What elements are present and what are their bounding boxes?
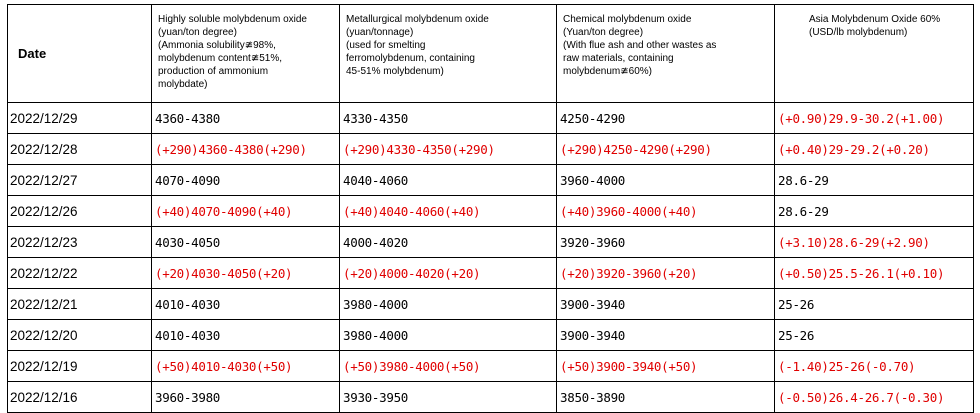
header-line: raw materials, containing: [563, 53, 674, 64]
header-line: (USD/lb molybdenum): [809, 27, 908, 38]
price-cell: (+0.40)29-29.2(+0.20): [775, 134, 974, 165]
molybdenum-oxide-price-table: [7, 4, 974, 413]
price-cell: (+20)4030-4050(+20): [152, 258, 340, 289]
price-cell: 4030-4050: [152, 227, 340, 258]
price-cell: (+3.10)28.6-29(+2.90): [775, 227, 974, 258]
price-cell: 28.6-29: [775, 196, 974, 227]
price-cell: 25-26: [775, 289, 974, 320]
asia-molybdenum-oxide-header: [775, 5, 974, 103]
price-cell: 3930-3950: [340, 382, 557, 413]
price-cell: 3960-4000: [557, 165, 775, 196]
metallurgical-molybdenum-oxide-header: [340, 5, 557, 103]
price-cell: 25-26: [775, 320, 974, 351]
table-row: [8, 320, 974, 351]
price-cell: 3980-4000: [340, 320, 557, 351]
price-cell: 4330-4350: [340, 103, 557, 134]
price-cell: 4010-4030: [152, 320, 340, 351]
highly-soluble-molybdenum-oxide-header: [152, 5, 340, 103]
price-cell: (+40)4070-4090(+40): [152, 196, 340, 227]
price-cell: 3900-3940: [557, 320, 775, 351]
price-cell: (-0.50)26.4-26.7(-0.30): [775, 382, 974, 413]
price-cell: (+290)4330-4350(+290): [340, 134, 557, 165]
table-row: [8, 196, 974, 227]
table-row: [8, 351, 974, 382]
date-cell: 2022/12/16: [8, 382, 152, 413]
header-line: 45-51% molybdenum): [346, 66, 444, 77]
price-cell: (+40)4040-4060(+40): [340, 196, 557, 227]
table-row: [8, 134, 974, 165]
header-line: (Ammonia solubility≇98%,: [158, 40, 276, 51]
price-cell: (+50)3900-3940(+50): [557, 351, 775, 382]
date-cell: 2022/12/29: [8, 103, 152, 134]
price-cell: 4010-4030: [152, 289, 340, 320]
price-cell: 3850-3890: [557, 382, 775, 413]
chemical-molybdenum-oxide-header: [557, 5, 775, 103]
date-cell: 2022/12/23: [8, 227, 152, 258]
date-cell: 2022/12/28: [8, 134, 152, 165]
date-cell: 2022/12/26: [8, 196, 152, 227]
date-cell: 2022/12/19: [8, 351, 152, 382]
price-cell: (+40)3960-4000(+40): [557, 196, 775, 227]
header-line: (Yuan/ton degree): [563, 27, 644, 38]
header-line: Highly soluble molybdenum oxide: [158, 14, 307, 25]
table-row: [8, 289, 974, 320]
header-line: Metallurgical molybdenum oxide: [346, 14, 489, 25]
price-cell: 28.6-29: [775, 165, 974, 196]
price-cell: 4070-4090: [152, 165, 340, 196]
header-line: (yuan/ton degree): [158, 27, 237, 38]
price-cell: 3900-3940: [557, 289, 775, 320]
price-cell: (+50)3980-4000(+50): [340, 351, 557, 382]
price-cell: (+290)4250-4290(+290): [557, 134, 775, 165]
price-cell: (+0.90)29.9-30.2(+1.00): [775, 103, 974, 134]
table-row: [8, 227, 974, 258]
price-cell: (+20)3920-3960(+20): [557, 258, 775, 289]
header-line: (With flue ash and other wastes as: [563, 40, 717, 51]
header-line: Asia Molybdenum Oxide 60%: [809, 14, 941, 25]
header-row: [8, 5, 974, 103]
price-cell: (+0.50)25.5-26.1(+0.10): [775, 258, 974, 289]
table-row: [8, 258, 974, 289]
price-cell: (-1.40)25-26(-0.70): [775, 351, 974, 382]
price-cell: 3980-4000: [340, 289, 557, 320]
header-line: molybdenum content≇51%,: [158, 53, 283, 64]
price-cell: 4360-4380: [152, 103, 340, 134]
header-line: (yuan/tonnage): [346, 27, 414, 38]
price-cell: (+50)4010-4030(+50): [152, 351, 340, 382]
table-row: [8, 103, 974, 134]
header-line: (used for smelting: [346, 40, 426, 51]
date-cell: 2022/12/21: [8, 289, 152, 320]
header-line: molybdate): [158, 79, 208, 90]
date-cell: 2022/12/20: [8, 320, 152, 351]
header-line: production of ammonium: [158, 66, 269, 77]
table-row: [8, 165, 974, 196]
price-cell: 3920-3960: [557, 227, 775, 258]
date-cell: 2022/12/22: [8, 258, 152, 289]
header-line: molybdenum≇60%): [563, 66, 652, 77]
price-cell: 3960-3980: [152, 382, 340, 413]
date-cell: 2022/12/27: [8, 165, 152, 196]
price-cell: (+290)4360-4380(+290): [152, 134, 340, 165]
header-line: ferromolybdenum, containing: [346, 53, 475, 64]
price-cell: 4000-4020: [340, 227, 557, 258]
price-cell: 4040-4060: [340, 165, 557, 196]
price-cell: (+20)4000-4020(+20): [340, 258, 557, 289]
date-header: Date: [8, 5, 152, 103]
price-cell: 4250-4290: [557, 103, 775, 134]
header-line: Chemical molybdenum oxide: [563, 14, 692, 25]
